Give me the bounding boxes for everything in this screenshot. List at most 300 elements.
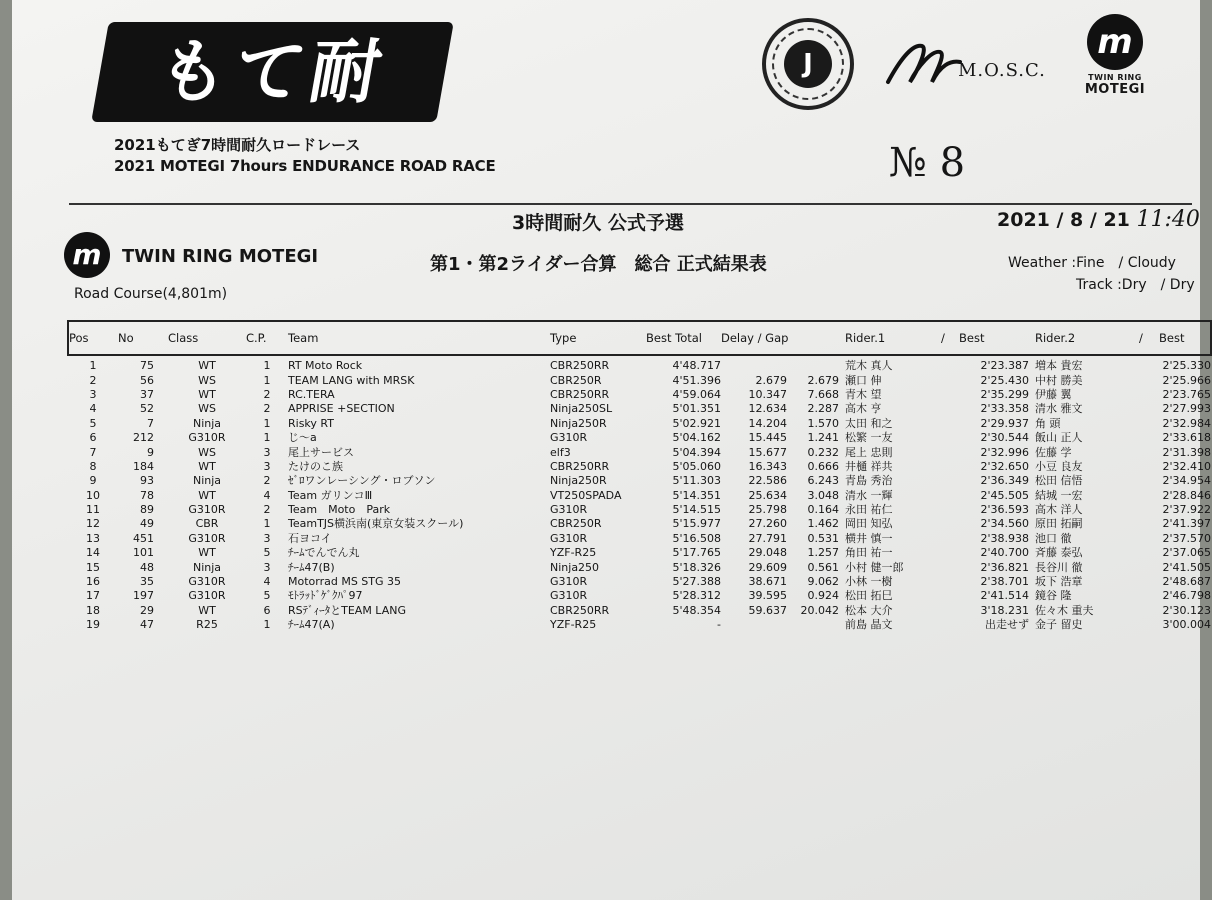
cell-cp: 1 <box>263 618 271 632</box>
cell-pos: 12 <box>86 517 100 531</box>
cell-delay: 27.260 <box>748 517 787 531</box>
cell-type: G310R <box>550 431 588 445</box>
cell-cp: 6 <box>263 603 271 617</box>
cell-delay: 12.634 <box>748 402 787 416</box>
col-header-type: Type <box>550 321 646 355</box>
cell-pos: 1 <box>89 359 97 373</box>
cell-team: Team ガリンコⅢ <box>288 488 373 502</box>
cell-no: 93 <box>140 474 154 488</box>
col-header-rider1: Rider.1 <box>839 321 941 355</box>
cell-best1: 2'30.544 <box>980 431 1029 445</box>
cell-best2: 2'32.410 <box>1162 459 1211 473</box>
col-header-best-total: Best Total <box>646 321 721 355</box>
cell-gap: 1.570 <box>807 416 839 430</box>
cell-best-total: 5'28.312 <box>672 589 721 603</box>
cell-best2: 2'27.993 <box>1162 402 1211 416</box>
cell-delay: 27.791 <box>748 531 787 545</box>
cell-team: RT Moto Rock <box>288 359 363 373</box>
page-subtitle: 第1・第2ライダー合算 総合 正式結果表 <box>430 254 767 275</box>
cell-rider2: 高木 洋人 <box>1035 503 1083 517</box>
cell-cp: 2 <box>263 402 271 416</box>
cell-pos: 3 <box>89 387 97 401</box>
cell-class: CBR <box>195 517 219 531</box>
cell-delay: 22.586 <box>748 474 787 488</box>
cell-type: elf3 <box>550 445 571 459</box>
cell-gap: 0.561 <box>807 560 839 574</box>
cell-delay: 15.445 <box>748 431 787 445</box>
cell-class: R25 <box>196 618 218 632</box>
cell-no: 48 <box>140 560 154 574</box>
cell-no: 75 <box>140 359 154 373</box>
cell-best2: 2'46.798 <box>1162 589 1211 603</box>
cell-gap: 0.164 <box>807 503 839 517</box>
cell-rider2: 松田 信悟 <box>1035 474 1083 488</box>
cell-pos: 6 <box>89 431 97 445</box>
cell-class: WT <box>198 359 216 373</box>
cell-delay <box>721 355 787 373</box>
cell-rider1: 岡田 知弘 <box>845 517 893 531</box>
cell-rider2: 金子 留史 <box>1035 618 1083 632</box>
cell-no: 56 <box>140 373 154 387</box>
cell-rider2: 佐藤 学 <box>1035 445 1072 459</box>
table-row <box>68 417 1211 431</box>
cell-best-total: 5'01.351 <box>672 402 721 416</box>
cell-best1: 2'36.349 <box>980 474 1029 488</box>
cell-best2: 2'23.765 <box>1162 387 1211 401</box>
table-row <box>68 575 1211 589</box>
cell-type: G310R <box>550 503 588 517</box>
cell-cp: 1 <box>263 517 271 531</box>
cell-cp: 3 <box>263 445 271 459</box>
date-time <box>997 207 1200 232</box>
cell-rider2: 清水 雅文 <box>1035 402 1083 416</box>
cell-rider1: 青島 秀治 <box>845 474 893 488</box>
cell-delay: 25.634 <box>748 488 787 502</box>
cell-type: Ninja250SL <box>550 402 613 416</box>
cell-class: Ninja <box>192 560 222 574</box>
cell-pos: 15 <box>86 560 100 574</box>
cell-class: G310R <box>188 575 226 589</box>
cell-best2: 2'25.966 <box>1162 373 1211 387</box>
cell-cp: 4 <box>263 488 271 502</box>
cell-type: Ninja250R <box>550 474 607 488</box>
table-header-row <box>68 321 1211 355</box>
cell-cp: 5 <box>263 589 271 603</box>
cell-best1: 2'25.430 <box>980 373 1029 387</box>
col-header-sep2: / <box>1139 321 1159 355</box>
cell-class: WS <box>198 373 216 387</box>
cell-pos: 11 <box>86 503 100 517</box>
cell-team: 石ヨコイ <box>288 531 332 545</box>
cell-best-total: 5'17.765 <box>672 546 721 560</box>
cell-type: G310R <box>550 589 588 603</box>
header-divider <box>69 203 1192 205</box>
cell-type: CBR250R <box>550 517 602 531</box>
col-header-cp: C.P. <box>246 321 288 355</box>
cell-team: RSﾃﾞｨｰﾀとTEAM LANG <box>288 603 406 617</box>
handwritten-time: 11:40 <box>1136 207 1200 232</box>
cell-type: Ninja250R <box>550 416 607 430</box>
cell-type: CBR250RR <box>550 459 610 473</box>
cell-cp: 2 <box>263 387 271 401</box>
trm-logo-line1: TWIN RING <box>1088 73 1142 82</box>
col-header-best2: Best <box>1159 321 1211 355</box>
cell-rider1: 荒木 真人 <box>845 359 893 373</box>
table-row <box>68 373 1211 387</box>
cell-best2: 3'00.004 <box>1162 618 1211 632</box>
cell-type: CBR250RR <box>550 359 610 373</box>
cell-best1: 2'23.387 <box>980 359 1029 373</box>
venue-name: TWIN RING MOTEGI <box>122 246 319 267</box>
cell-type: CBR250RR <box>550 603 610 617</box>
cell-best2: 2'37.570 <box>1162 531 1211 545</box>
cell-gap: 1.257 <box>807 546 839 560</box>
cell-cp: 2 <box>263 503 271 517</box>
cell-rider2: 小豆 良友 <box>1035 459 1083 473</box>
cell-team: ﾓﾄﾗｯﾄﾞｹﾞｸﾊﾟ97 <box>288 589 363 603</box>
cell-gap: 7.668 <box>807 387 839 401</box>
cell-pos: 18 <box>86 603 100 617</box>
results-sheet <box>12 0 1211 900</box>
col-header-rider2: Rider.2 <box>1029 321 1139 355</box>
cell-type: G310R <box>550 531 588 545</box>
cell-gap: 9.062 <box>807 575 839 589</box>
col-header-no: No <box>118 321 168 355</box>
cell-pos: 19 <box>86 618 100 632</box>
cell-no: 197 <box>133 589 154 603</box>
col-header-class: Class <box>168 321 246 355</box>
cell-best2: 2'41.505 <box>1162 560 1211 574</box>
cell-best-total: 5'16.508 <box>672 531 721 545</box>
cell-best-total: 5'27.388 <box>672 575 721 589</box>
cell-best2: 2'37.922 <box>1162 503 1211 517</box>
page-title: 3時間耐久 公式予選 <box>512 212 684 234</box>
cell-rider1: 瀬口 伸 <box>845 373 882 387</box>
cell-best2: 2'48.687 <box>1162 575 1211 589</box>
table-row <box>68 445 1211 459</box>
cell-gap: 0.924 <box>807 589 839 603</box>
cell-cp: 4 <box>263 575 271 589</box>
cell-best1: 2'32.996 <box>980 445 1029 459</box>
cell-no: 78 <box>140 488 154 502</box>
cell-rider1: 井樋 祥共 <box>845 459 893 473</box>
cell-class: WT <box>198 603 216 617</box>
cell-cp: 1 <box>263 373 271 387</box>
cell-no: 212 <box>133 431 154 445</box>
cell-class: WT <box>198 546 216 560</box>
cell-delay <box>721 618 787 632</box>
cell-delay: 2.679 <box>755 373 787 387</box>
cell-best2: 2'33.618 <box>1162 431 1211 445</box>
cell-best-total: - <box>717 618 721 632</box>
cell-class: G310R <box>188 431 226 445</box>
table-row <box>68 618 1211 632</box>
cell-team: APPRISE +SECTION <box>288 402 395 416</box>
cell-class: Ninja <box>192 416 222 430</box>
trm-badge-icon: m <box>1087 14 1143 70</box>
cell-cp: 3 <box>263 531 271 545</box>
cell-rider2: 坂下 浩章 <box>1035 575 1083 589</box>
cell-pos: 8 <box>89 459 97 473</box>
cell-team: 尾上サービス <box>288 445 354 459</box>
cell-best1: 2'40.700 <box>980 546 1029 560</box>
cell-gap: 3.048 <box>807 488 839 502</box>
cell-pos: 2 <box>89 373 97 387</box>
cell-best-total: 4'59.064 <box>672 387 721 401</box>
cell-best2: 2'37.065 <box>1162 546 1211 560</box>
cell-pos: 7 <box>89 445 97 459</box>
col-header-best1: Best <box>959 321 1029 355</box>
table-row <box>68 460 1211 474</box>
cell-class: WS <box>198 445 216 459</box>
cell-best1: 2'34.560 <box>980 517 1029 531</box>
cell-best-total: 5'11.303 <box>672 474 721 488</box>
cell-team: たけのこ族 <box>288 459 343 473</box>
cell-rider1: 角田 祐一 <box>845 546 893 560</box>
col-header-delay-gap: Delay / Gap <box>721 321 839 355</box>
cell-pos: 17 <box>86 589 100 603</box>
cell-delay: 25.798 <box>748 503 787 517</box>
cell-class: WT <box>198 459 216 473</box>
cell-best1: 3'18.231 <box>980 603 1029 617</box>
cell-pos: 10 <box>86 488 100 502</box>
cell-rider1: 松本 大介 <box>845 603 893 617</box>
cell-best-total: 5'15.977 <box>672 517 721 531</box>
cell-rider1: 清水 一輝 <box>845 488 893 502</box>
cell-rider1: 横井 慎一 <box>845 531 893 545</box>
cell-type: VT250SPADA <box>550 488 622 502</box>
cell-best-total: 5'14.515 <box>672 503 721 517</box>
cell-team: ﾁｰﾑでんでん丸 <box>288 546 360 560</box>
cell-rider1: 松繁 一友 <box>845 431 893 445</box>
cell-team: Risky RT <box>288 416 334 430</box>
cell-team: じ〜a <box>288 431 317 445</box>
cell-gap: 0.666 <box>807 459 839 473</box>
cell-rider2: 増本 貴宏 <box>1035 359 1083 373</box>
cell-class: WT <box>198 387 216 401</box>
cell-cp: 1 <box>263 431 271 445</box>
cell-best-total: 5'14.351 <box>672 488 721 502</box>
cell-type: YZF-R25 <box>550 546 597 560</box>
table-row <box>68 489 1211 503</box>
cell-cp: 3 <box>263 560 271 574</box>
cell-rider1: 小村 健一郎 <box>845 560 904 574</box>
event-name-ja: 2021もてぎ7時間耐久ロードレース <box>114 136 361 154</box>
motetai-logo: もて耐 <box>91 22 454 122</box>
cell-cp: 1 <box>263 416 271 430</box>
cell-best-total: 4'51.396 <box>672 373 721 387</box>
table-row <box>68 532 1211 546</box>
cell-rider2: 池口 徹 <box>1035 531 1072 545</box>
cell-team: ﾁｰﾑ47(B) <box>288 560 335 574</box>
table-row <box>68 604 1211 618</box>
cell-pos: 16 <box>86 575 100 589</box>
cell-team: TEAM LANG with MRSK <box>288 373 415 387</box>
cell-no: 35 <box>140 575 154 589</box>
mosc-signature-icon <box>884 36 964 92</box>
col-header-sep1: / <box>941 321 959 355</box>
cell-class: G310R <box>188 531 226 545</box>
cell-gap: 6.243 <box>807 474 839 488</box>
cell-best-total: 5'18.326 <box>672 560 721 574</box>
cell-delay: 39.595 <box>748 589 787 603</box>
cell-class: G310R <box>188 589 226 603</box>
cell-no: 29 <box>140 603 154 617</box>
col-header-pos: Pos <box>68 321 118 355</box>
table-row <box>68 431 1211 445</box>
cell-team: ｾﾞﾛワンレーシング・ロブソン <box>288 474 436 488</box>
cell-no: 7 <box>147 416 154 430</box>
cell-no: 9 <box>147 445 154 459</box>
results-table <box>67 320 1212 632</box>
cell-best2: 2'31.398 <box>1162 445 1211 459</box>
cell-pos: 9 <box>89 474 97 488</box>
cell-gap: 1.241 <box>807 431 839 445</box>
table-row <box>68 402 1211 416</box>
cell-gap: 2.287 <box>807 402 839 416</box>
cell-team: Team Moto Park <box>288 503 391 517</box>
cell-best1: 2'38.701 <box>980 575 1029 589</box>
cell-no: 49 <box>140 517 154 531</box>
cell-rider1: 松田 拓巳 <box>845 589 893 603</box>
cell-best1: 2'35.299 <box>980 387 1029 401</box>
cell-best-total: 5'05.060 <box>672 459 721 473</box>
cell-no: 89 <box>140 503 154 517</box>
cell-best1: 2'41.514 <box>980 589 1029 603</box>
cell-rider2: 長谷川 徹 <box>1035 560 1083 574</box>
cell-best1: 2'32.650 <box>980 459 1029 473</box>
cell-gap: 20.042 <box>800 603 839 617</box>
cell-best-total: 5'04.394 <box>672 445 721 459</box>
cell-best1: 2'36.821 <box>980 560 1029 574</box>
table-row <box>68 388 1211 402</box>
federation-seal-logo <box>762 18 854 110</box>
cell-delay: 14.204 <box>748 416 787 430</box>
cell-type: CBR250RR <box>550 387 610 401</box>
seal-glyph: J <box>784 40 832 88</box>
cell-rider2: 角 頭 <box>1035 416 1061 430</box>
cell-delay: 29.048 <box>748 546 787 560</box>
cell-type: G310R <box>550 575 588 589</box>
track-info: Track :Dry / Dry <box>1076 277 1195 293</box>
table-row <box>68 560 1211 574</box>
cell-rider1: 青木 望 <box>845 387 882 401</box>
cell-team: TeamTJS横浜南(東京女装スクール) <box>288 517 464 531</box>
cell-rider1: 永田 祐仁 <box>845 503 893 517</box>
cell-delay: 59.637 <box>748 603 787 617</box>
sheet-number: № 8 <box>889 140 966 186</box>
cell-best2: 2'30.123 <box>1162 603 1211 617</box>
date: 2021 / 8 / 21 <box>997 209 1130 231</box>
cell-no: 184 <box>133 459 154 473</box>
cell-best1: 2'33.358 <box>980 402 1029 416</box>
table-row <box>68 355 1211 373</box>
cell-best2: 2'41.397 <box>1162 517 1211 531</box>
cell-team: Motorrad MS STG 35 <box>288 575 402 589</box>
cell-rider2: 飯山 正人 <box>1035 431 1083 445</box>
cell-rider2: 鏡谷 隆 <box>1035 589 1072 603</box>
organizer-logos <box>762 14 1192 104</box>
cell-pos: 13 <box>86 531 100 545</box>
cell-pos: 5 <box>89 416 97 430</box>
cell-no: 47 <box>140 618 154 632</box>
cell-class: G310R <box>188 503 226 517</box>
cell-gap: 1.462 <box>807 517 839 531</box>
twin-ring-motegi-logo <box>1070 14 1160 109</box>
cell-best2: 2'32.984 <box>1162 416 1211 430</box>
cell-rider1: 尾上 忠則 <box>845 445 893 459</box>
cell-best1: 2'36.593 <box>980 503 1029 517</box>
cell-cp: 3 <box>263 459 271 473</box>
cell-best2: 2'28.846 <box>1162 488 1211 502</box>
cell-delay: 16.343 <box>748 459 787 473</box>
cell-type: Ninja250 <box>550 560 600 574</box>
cell-gap <box>787 355 839 373</box>
weather-info: Weather :Fine / Cloudy <box>1008 255 1176 271</box>
table-row <box>68 546 1211 560</box>
cell-best2: 2'34.954 <box>1162 474 1211 488</box>
cell-team: RC.TERA <box>288 387 335 401</box>
cell-delay: 38.671 <box>748 575 787 589</box>
cell-best-total: 5'48.354 <box>672 603 721 617</box>
cell-no: 451 <box>133 531 154 545</box>
cell-no: 101 <box>133 546 154 560</box>
table-row <box>68 474 1211 488</box>
cell-type: CBR250R <box>550 373 602 387</box>
table-row <box>68 503 1211 517</box>
course-info: Road Course(4,801m) <box>74 286 228 302</box>
cell-best1: 出走せず <box>985 618 1029 632</box>
cell-cp: 2 <box>263 474 271 488</box>
cell-rider2: 中村 勝美 <box>1035 373 1083 387</box>
cell-no: 52 <box>140 402 154 416</box>
col-header-team: Team <box>288 321 550 355</box>
venue-badge-icon: m <box>64 232 110 278</box>
cell-delay: 10.347 <box>748 387 787 401</box>
cell-pos: 14 <box>86 546 100 560</box>
cell-delay: 29.609 <box>748 560 787 574</box>
cell-gap <box>787 618 839 632</box>
cell-best1: 2'38.938 <box>980 531 1029 545</box>
cell-team: ﾁｰﾑ47(A) <box>288 618 335 632</box>
cell-best-total: 5'02.921 <box>672 416 721 430</box>
cell-best1: 2'29.937 <box>980 416 1029 430</box>
cell-best-total: 5'04.162 <box>672 431 721 445</box>
cell-rider2: 佐々木 重夫 <box>1035 603 1094 617</box>
cell-class: WS <box>198 402 216 416</box>
cell-best1: 2'45.505 <box>980 488 1029 502</box>
event-name-en: 2021 MOTEGI 7hours ENDURANCE ROAD RACE <box>114 157 496 175</box>
cell-class: WT <box>198 488 216 502</box>
cell-cp: 5 <box>263 546 271 560</box>
cell-rider1: 高木 亨 <box>845 402 882 416</box>
cell-rider1: 前島 晶文 <box>845 618 893 632</box>
cell-pos: 4 <box>89 402 97 416</box>
cell-cp: 1 <box>263 359 271 373</box>
cell-rider1: 小林 一樹 <box>845 575 893 589</box>
cell-rider2: 伊藤 翼 <box>1035 387 1072 401</box>
trm-logo-line2: MOTEGI <box>1084 82 1146 97</box>
cell-rider1: 太田 和之 <box>845 416 893 430</box>
table-row <box>68 517 1211 531</box>
cell-type: YZF-R25 <box>550 618 597 632</box>
cell-gap: 0.232 <box>807 445 839 459</box>
cell-delay: 15.677 <box>748 445 787 459</box>
cell-gap: 0.531 <box>807 531 839 545</box>
cell-no: 37 <box>140 387 154 401</box>
cell-class: Ninja <box>192 474 222 488</box>
cell-best-total: 4'48.717 <box>672 359 721 373</box>
